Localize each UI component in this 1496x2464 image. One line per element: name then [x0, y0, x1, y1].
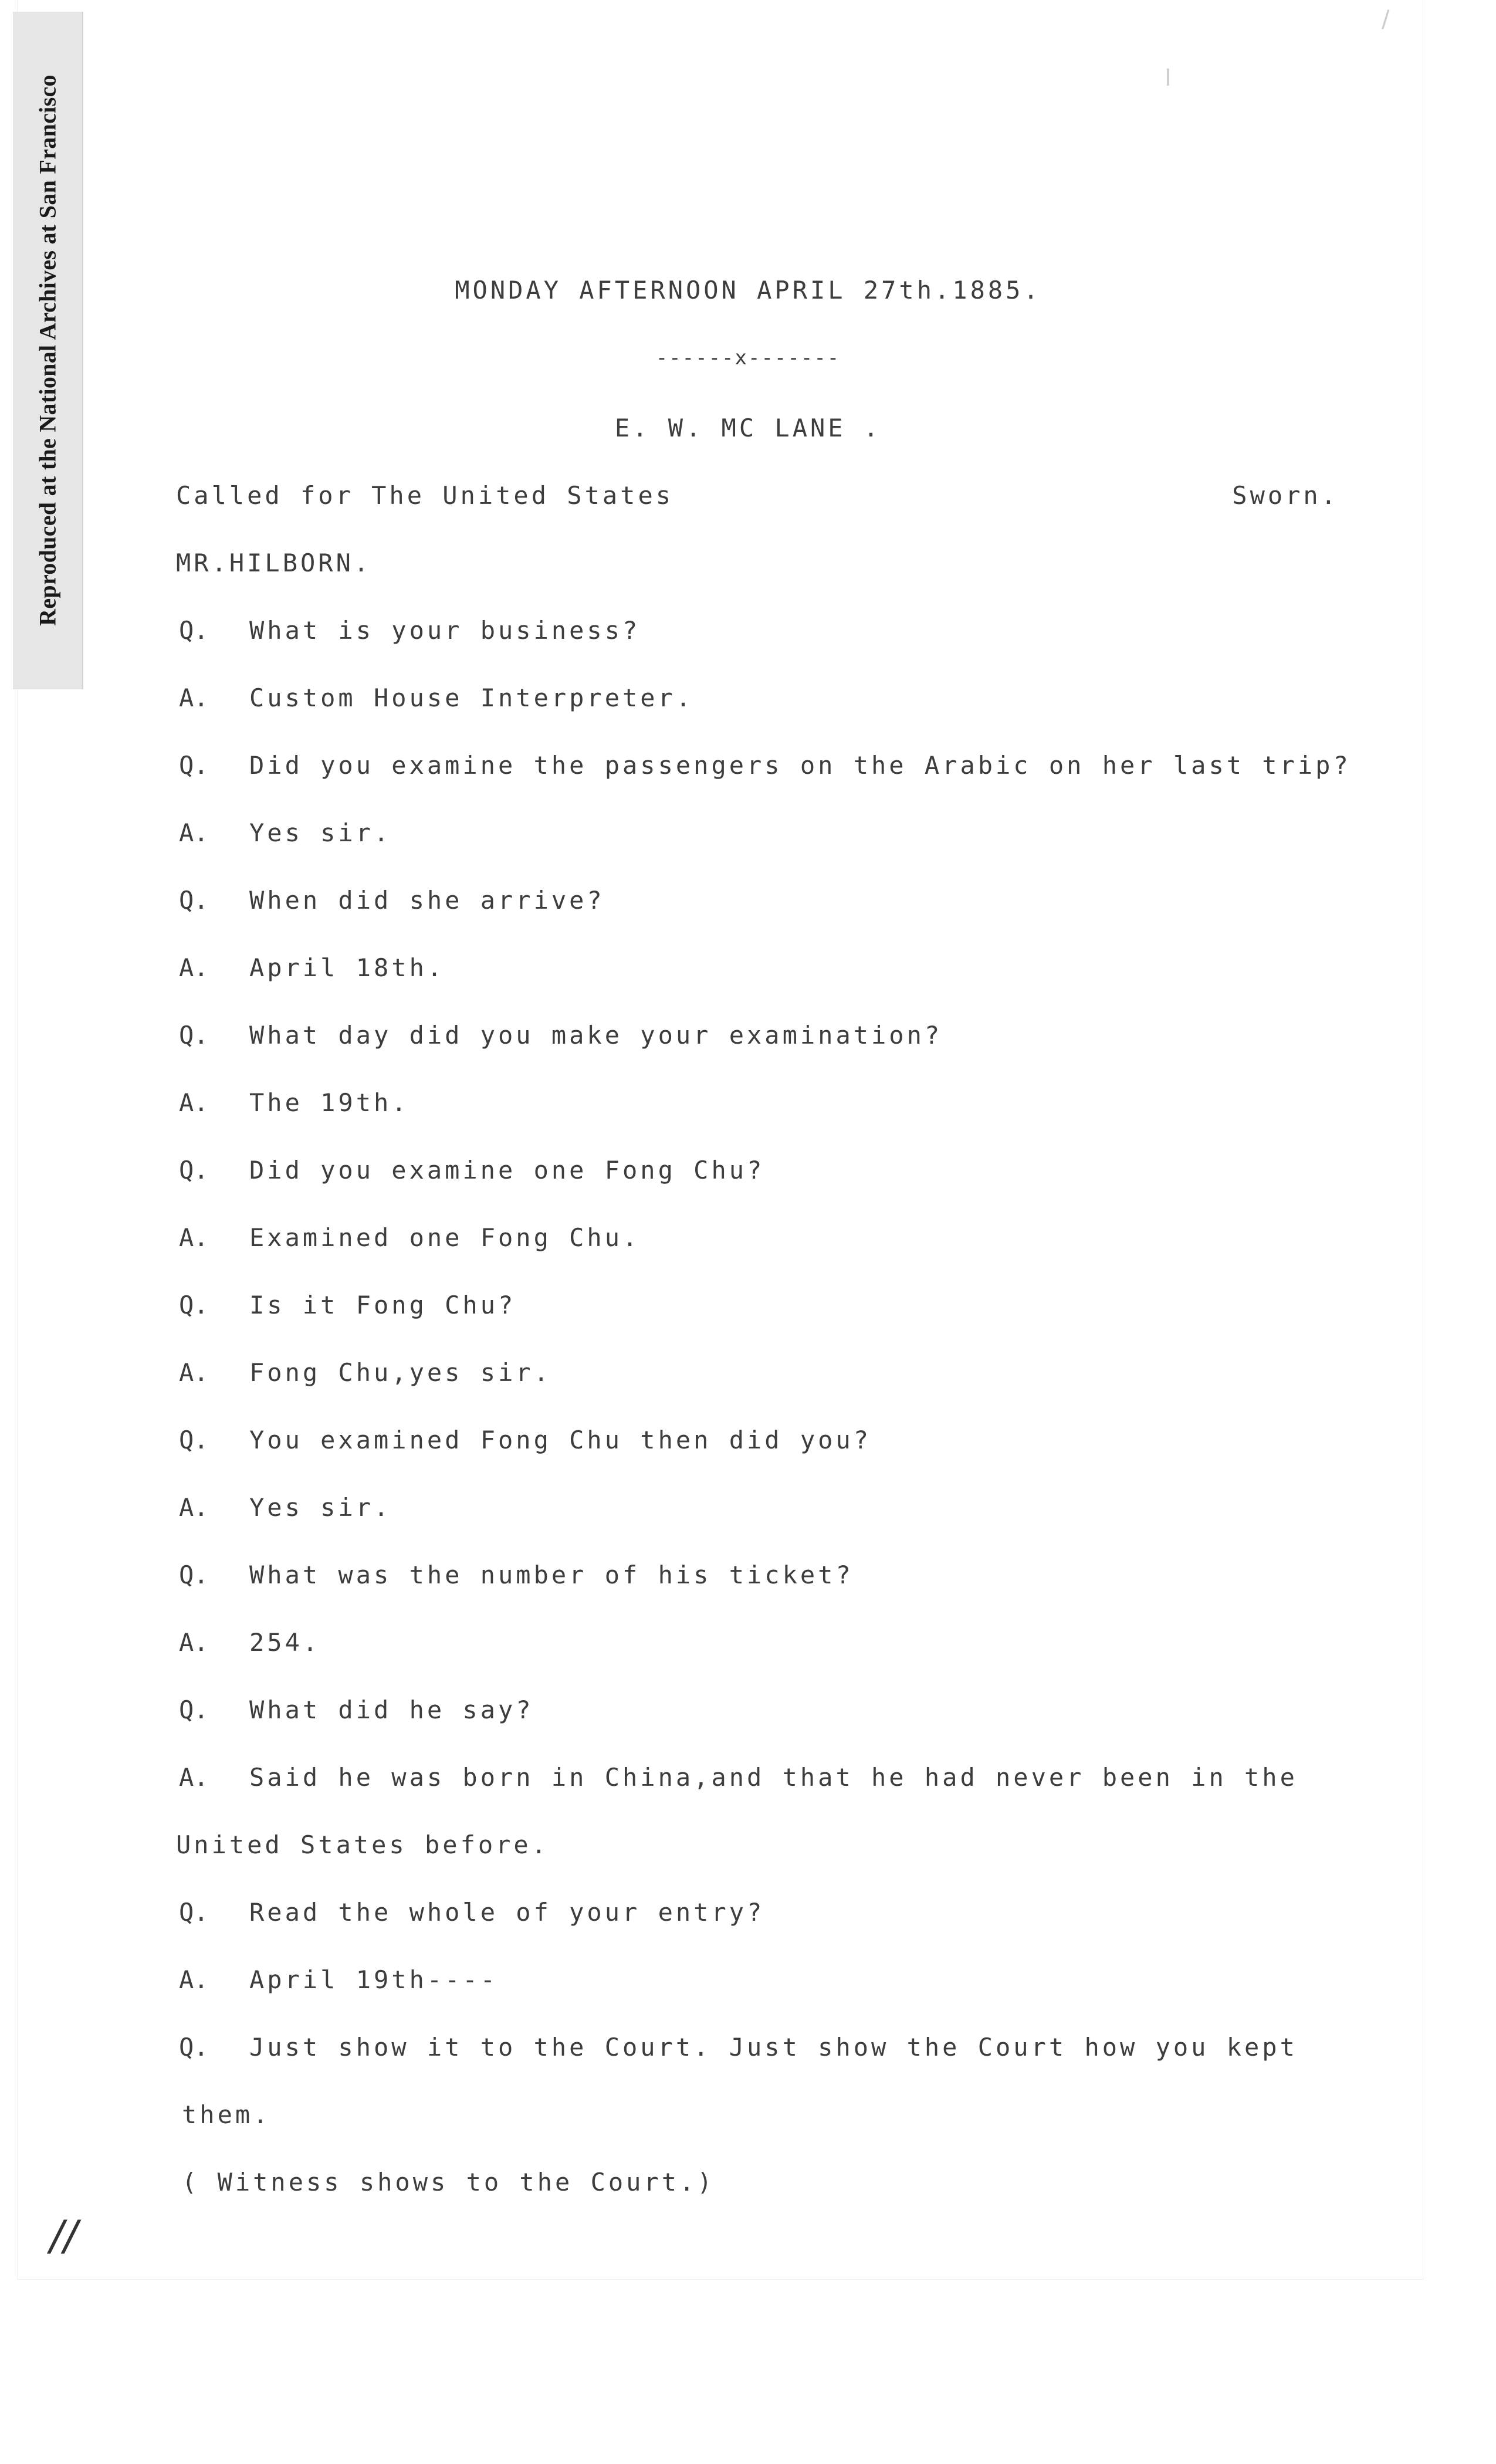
line-text: What day did you make your examination?	[249, 1021, 943, 1050]
line-label: A.	[179, 1763, 209, 1792]
line-label: Q.	[179, 1426, 209, 1454]
heading-date: MONDAY AFTERNOON APRIL 27th.1885.	[455, 276, 1041, 304]
page-mark: //	[50, 2212, 78, 2260]
line-text: Yes sir.	[249, 1493, 392, 1522]
line-text: April 19th----	[249, 1965, 499, 1994]
line-label: Q.	[179, 886, 209, 915]
line-label: A.	[179, 1493, 209, 1522]
line-text: Is it Fong Chu?	[249, 1291, 516, 1319]
line-continuation: them.	[182, 2100, 271, 2129]
line-text: Did you examine one Fong Chu?	[249, 1156, 765, 1184]
line-text: April 18th.	[249, 953, 445, 982]
line-text: Yes sir.	[249, 818, 392, 847]
line-text: Fong Chu,yes sir.	[249, 1358, 551, 1387]
line-label: Q.	[179, 616, 209, 645]
line-text: 254.	[249, 1628, 321, 1657]
line-label: Q.	[179, 1695, 209, 1724]
line-continuation: United States before.	[176, 1830, 550, 1859]
line-label: A.	[179, 1628, 209, 1657]
line-text: What was the number of his ticket?	[249, 1561, 854, 1589]
line-label: Q.	[179, 1561, 209, 1589]
line-text: When did she arrive?	[249, 886, 605, 915]
paper-sheet	[18, 0, 1423, 2279]
line-text: What is your business?	[249, 616, 641, 645]
line-text: You examined Fong Chu then did you?	[249, 1426, 872, 1454]
sworn-label: Sworn.	[1232, 481, 1339, 510]
line-label: A.	[179, 683, 209, 712]
called-line: Called for The United States	[176, 481, 674, 510]
parenthetical-note: ( Witness shows to the Court.)	[182, 2168, 715, 2196]
line-text: Said he was born in China,and that he had never been in the	[249, 1763, 1298, 1792]
examiner-name: MR.HILBORN.	[176, 549, 372, 577]
line-label: A.	[179, 1358, 209, 1387]
line-label: A.	[179, 1223, 209, 1252]
line-label: Q.	[179, 1156, 209, 1184]
line-label: Q.	[179, 1291, 209, 1319]
line-text: The 19th.	[249, 1088, 409, 1117]
line-text: What did he say?	[249, 1695, 534, 1724]
scan-speck: I	[1165, 65, 1172, 92]
witness-name: E. W. MC LANE .	[614, 414, 882, 442]
line-label: A.	[179, 953, 209, 982]
line-text: Read the whole of your entry?	[249, 1898, 765, 1927]
line-text: Did you examine the passengers on the Arabic on her last trip?	[249, 751, 1351, 780]
line-label: Q.	[179, 1898, 209, 1927]
line-text: Custom House Interpreter.	[249, 683, 694, 712]
line-label: Q.	[179, 2033, 209, 2062]
line-label: Q.	[179, 1021, 209, 1050]
archive-stamp-text: Reproduced at the National Archives at San Francisco	[34, 75, 61, 626]
line-text: Examined one Fong Chu.	[249, 1223, 641, 1252]
line-label: A.	[179, 818, 209, 847]
line-label: Q.	[179, 751, 209, 780]
line-label: A.	[179, 1088, 209, 1117]
scan-speck: /	[1382, 6, 1390, 33]
line-text: Just show it to the Court. Just show the Court how you kept	[249, 2033, 1298, 2062]
line-label: A.	[179, 1965, 209, 1994]
heading-separator: ------x-------	[655, 346, 841, 370]
